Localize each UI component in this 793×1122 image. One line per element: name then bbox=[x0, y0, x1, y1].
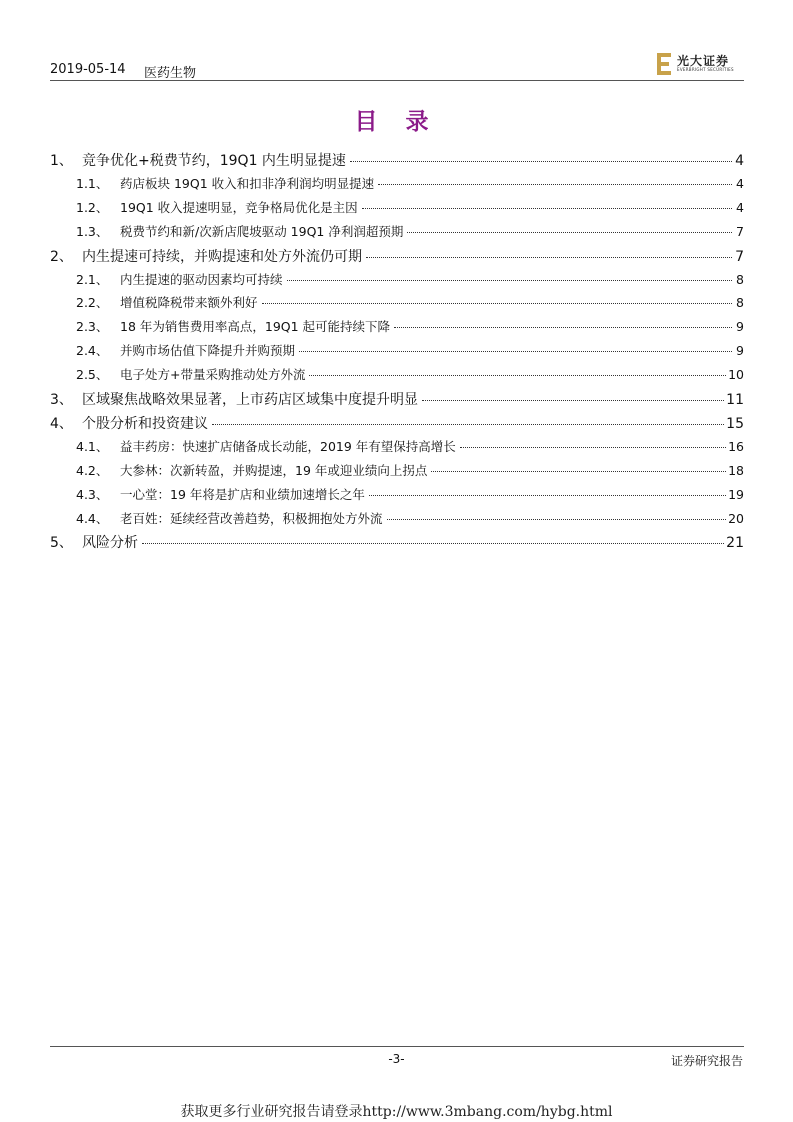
toc-leader-dots bbox=[387, 519, 727, 520]
toc-entry-title: 区域聚焦战略效果显著，上市药店区域集中度提升明显 bbox=[82, 392, 418, 408]
toc-entry-title: 19Q1 收入提速明显，竞争格局优化是主因 bbox=[120, 200, 358, 215]
toc-leader-dots bbox=[287, 280, 732, 281]
toc-entry-number: 1、 bbox=[50, 153, 73, 169]
toc-entry-page: 8 bbox=[736, 272, 744, 287]
toc-entry-title: 老百姓：延续经营改善趋势，积极拥抱处方外流 bbox=[120, 511, 383, 526]
toc-entry[interactable] bbox=[48, 532, 744, 552]
report-date: 2019-05-14 bbox=[50, 62, 126, 77]
toc-entry-title: 竞争优化+税费节约，19Q1 内生明显提速 bbox=[82, 153, 346, 169]
toc-entry[interactable] bbox=[48, 222, 744, 240]
toc-entry-number: 1.2、 bbox=[76, 200, 109, 215]
toc-entry-number: 2.5、 bbox=[76, 367, 109, 382]
toc-entry-page: 4 bbox=[735, 153, 744, 169]
toc-leader-dots bbox=[362, 208, 732, 209]
toc-entry-title: 药店板块 19Q1 收入和扣非净利润均明显提速 bbox=[120, 176, 375, 191]
toc-entry-page: 20 bbox=[728, 511, 744, 526]
toc-entry-title: 增值税降税带来额外利好 bbox=[120, 295, 258, 310]
everbright-logo-icon bbox=[655, 52, 673, 76]
toc-entry-page: 16 bbox=[728, 439, 744, 454]
toc-entry-page: 4 bbox=[736, 176, 744, 191]
footer-divider bbox=[50, 1046, 744, 1047]
report-type-label: 证券研究报告 bbox=[670, 1054, 743, 1068]
toc-entry-title: 内生提速可持续，并购提速和处方外流仍可期 bbox=[82, 249, 362, 265]
toc-entry-number: 4、 bbox=[50, 416, 73, 432]
toc-entry-number: 2.3、 bbox=[76, 319, 109, 334]
toc-entry-page: 8 bbox=[736, 295, 744, 310]
toc-entry[interactable] bbox=[48, 509, 744, 527]
toc-entry[interactable] bbox=[48, 389, 744, 409]
toc-entry-number: 2.4、 bbox=[76, 343, 109, 358]
logo-name-cn: 光大证券 bbox=[677, 54, 730, 68]
page-header bbox=[50, 52, 744, 80]
toc-entry[interactable] bbox=[48, 150, 744, 170]
toc-entry[interactable] bbox=[48, 317, 744, 335]
toc-entry-page: 18 bbox=[728, 463, 744, 478]
toc-entry-title: 18 年为销售费用率高点，19Q1 起可能持续下降 bbox=[120, 319, 391, 334]
toc-entry[interactable] bbox=[48, 461, 744, 479]
page-number: -3- bbox=[388, 1052, 405, 1066]
toc-entry-number: 2、 bbox=[50, 249, 73, 265]
toc-leader-dots bbox=[212, 424, 724, 425]
toc-entry[interactable] bbox=[48, 485, 744, 503]
toc-entry-title: 内生提速的驱动因素均可持续 bbox=[120, 272, 283, 287]
toc-entry-title: 大参林：次新转盈，并购提速，19 年或迎业绩向上拐点 bbox=[120, 463, 428, 478]
toc-leader-dots bbox=[350, 161, 732, 162]
toc-entry[interactable] bbox=[48, 270, 744, 288]
toc-entry-number: 4.1、 bbox=[76, 439, 109, 454]
toc-title: 目 录 bbox=[354, 109, 439, 135]
toc-entry-number: 4.4、 bbox=[76, 511, 109, 526]
download-note: 获取更多行业研究报告请登录http://www.3mbang.com/hybg.html bbox=[180, 1104, 613, 1120]
toc-leader-dots bbox=[394, 327, 732, 328]
toc-entry[interactable] bbox=[48, 365, 744, 383]
toc-entry-page: 19 bbox=[728, 487, 744, 502]
toc-leader-dots bbox=[366, 257, 732, 258]
header-divider bbox=[50, 80, 744, 81]
toc-entry-number: 4.2、 bbox=[76, 463, 109, 478]
toc-entry-title: 一心堂：19 年将是扩店和业绩加速增长之年 bbox=[120, 487, 365, 502]
toc-leader-dots bbox=[460, 447, 726, 448]
toc-entry[interactable] bbox=[48, 341, 744, 359]
toc-entry-page: 7 bbox=[735, 249, 744, 265]
toc-leader-dots bbox=[378, 184, 732, 185]
toc-entry-title: 税费节约和新/次新店爬坡驱动 19Q1 净利润超预期 bbox=[120, 224, 404, 239]
toc-leader-dots bbox=[262, 303, 732, 304]
toc-entry[interactable] bbox=[48, 198, 744, 216]
toc-entry-page: 9 bbox=[736, 319, 744, 334]
logo-name-en: EVERBRIGHT SECURITIES bbox=[677, 67, 734, 72]
toc-entry-page: 21 bbox=[726, 535, 744, 551]
toc-entry-title: 电子处方+带量采购推动处方外流 bbox=[120, 367, 306, 382]
toc-entry-page: 9 bbox=[736, 343, 744, 358]
industry-label: 医药生物 bbox=[144, 66, 197, 81]
toc-leader-dots bbox=[369, 495, 726, 496]
toc-leader-dots bbox=[142, 543, 724, 544]
toc-entry-page: 11 bbox=[726, 392, 744, 408]
toc-entry-number: 1.1、 bbox=[76, 176, 109, 191]
toc-leader-dots bbox=[299, 351, 732, 352]
toc-entry[interactable] bbox=[48, 246, 744, 266]
toc-entry-title: 风险分析 bbox=[82, 535, 138, 551]
toc-entry-page: 15 bbox=[726, 416, 744, 432]
toc-entry[interactable] bbox=[48, 437, 744, 455]
toc-entry-page: 4 bbox=[736, 200, 744, 215]
toc-entry-title: 并购市场估值下降提升并购预期 bbox=[120, 343, 296, 358]
toc-entry[interactable] bbox=[48, 413, 744, 433]
toc-entry-number: 2.2、 bbox=[76, 295, 109, 310]
toc-entry-title: 个股分析和投资建议 bbox=[82, 416, 208, 432]
toc-entry-page: 7 bbox=[736, 224, 744, 239]
toc-entry-number: 4.3、 bbox=[76, 487, 109, 502]
toc-entry-page: 10 bbox=[728, 367, 744, 382]
everbright-logo bbox=[655, 52, 747, 76]
toc-leader-dots bbox=[309, 375, 726, 376]
toc-entry-number: 1.3、 bbox=[76, 224, 109, 239]
toc-entry-number: 2.1、 bbox=[76, 272, 109, 287]
toc-entry[interactable] bbox=[48, 174, 744, 192]
toc-leader-dots bbox=[431, 471, 726, 472]
toc-leader-dots bbox=[407, 232, 732, 233]
toc-entry-title: 益丰药房：快速扩店储备成长动能，2019 年有望保持高增长 bbox=[120, 439, 456, 454]
toc-entry[interactable] bbox=[48, 293, 744, 311]
toc-entry-number: 3、 bbox=[50, 392, 73, 408]
toc-leader-dots bbox=[422, 400, 724, 401]
toc-entry-number: 5、 bbox=[50, 535, 73, 551]
